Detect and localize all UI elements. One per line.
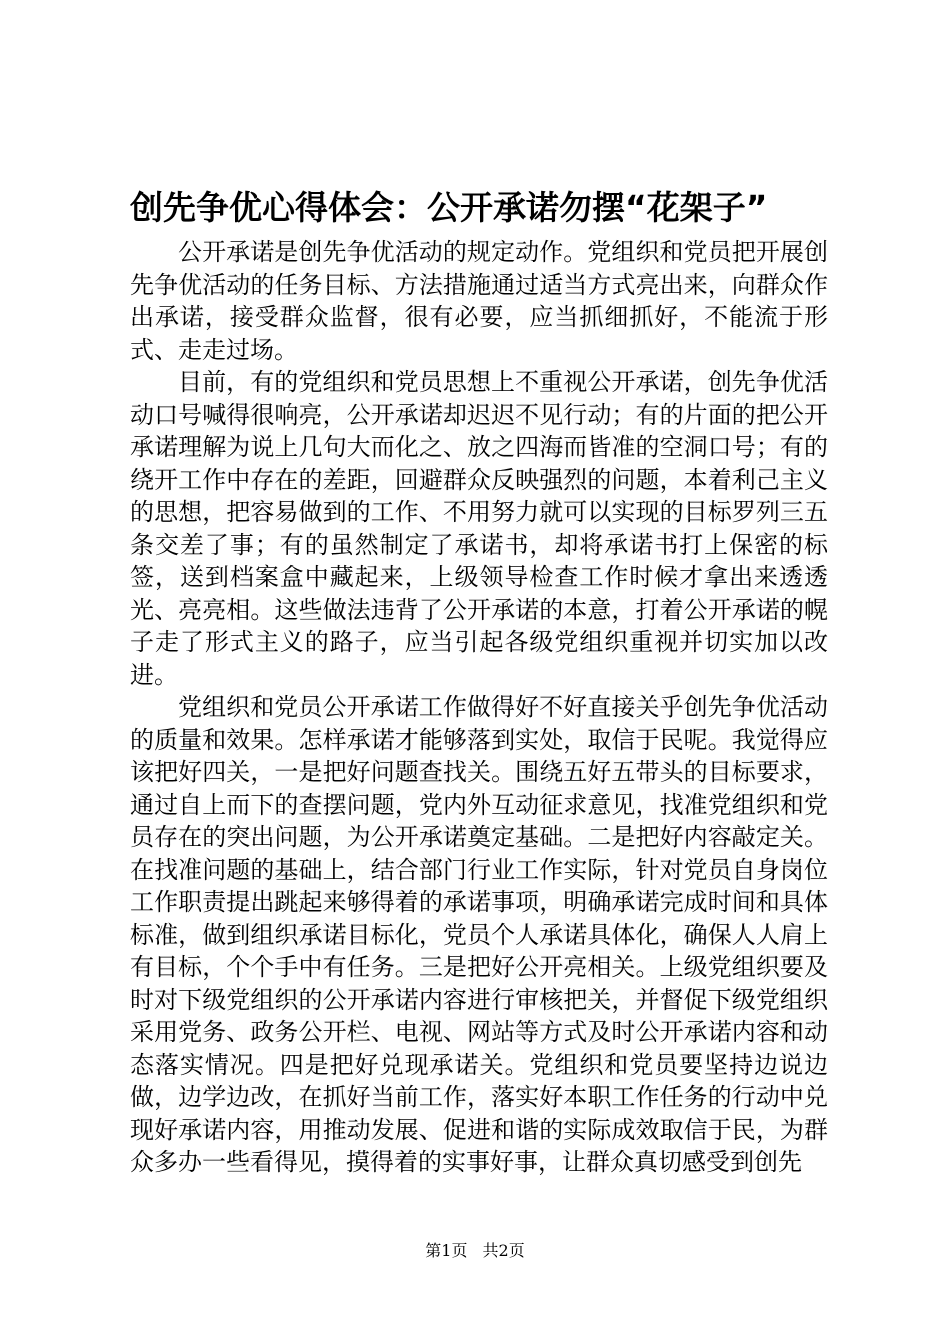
document-title: 创先争优心得体会：公开承诺勿摆“花架子” (130, 188, 768, 227)
paragraph-3: 党组织和党员公开承诺工作做得好不好直接关乎创先争优活动的质量和效果。怎样承诺才能够落到实处，取信于民呢。我觉得应该把好四关，一是把好问题查找关。围绕五好五带头的目标要求，通过自上而下的查摆问题，党内外互动征求意见，找准党组织和党员存在的突出问题，为公开承诺奠定基础。二是把好内容敲定关。在找准问题的基础上，结合部门行业工作实际，针对党员自身岗位工作职责提出跳起来够得着的承诺事项，明确承诺完成时间和具体标准，做到组织承诺目标化，党员个人承诺具体化，确保人人肩上有目标，个个手中有任务。三是把好公开亮相关。上级党组织要及时对下级党组织的公开承诺内容进行审核把关，并督促下级党组织采用党务、政务公开栏、电视、网站等方式及时公开承诺内容和动态落实情况。四是把好兑现承诺关。党组织和党员要坚持边说边做，边学边改，在抓好当前工作，落实好本职工作任务的行动中兑现好承诺内容，用推动发展、促进和谐的实际成效取信于民，为群众多办一些看得见，摸得着的实事好事，让群众真切感受到创先 (130, 693, 828, 1176)
page-total: 共2页 (482, 1241, 525, 1260)
paragraph-2: 目前，有的党组织和党员思想上不重视公开承诺，创先争优活动口号喊得很响亮，公开承诺却迟迟不见行动；有的片面的把公开承诺理解为说上几句大而化之、放之四海而皆准的空洞口号；有的绕开工作中存在的差距，回避群众反映强烈的问题，本着利己主义的思想，把容易做到的工作、不用努力就可以实现的目标罗列三五条交差了事；有的虽然制定了承诺书，却将承诺书打上保密的标签，送到档案盒中藏起来，上级领导检查工作时候才拿出来透透光、亮亮相。这些做法违背了公开承诺的本意，打着公开承诺的幌子走了形式主义的路子，应当引起各级党组织重视并切实加以改进。 (130, 368, 828, 689)
page-number: 第1页 (425, 1241, 468, 1260)
document-body (130, 236, 828, 1179)
paragraph-1: 公开承诺是创先争优活动的规定动作。党组织和党员把开展创先争优活动的任务目标、方法措施通过适当方式亮出来，向群众作出承诺，接受群众监督，很有必要，应当抓细抓好，不能流于形式、走走过场。 (130, 238, 828, 364)
page-footer (0, 1240, 950, 1262)
